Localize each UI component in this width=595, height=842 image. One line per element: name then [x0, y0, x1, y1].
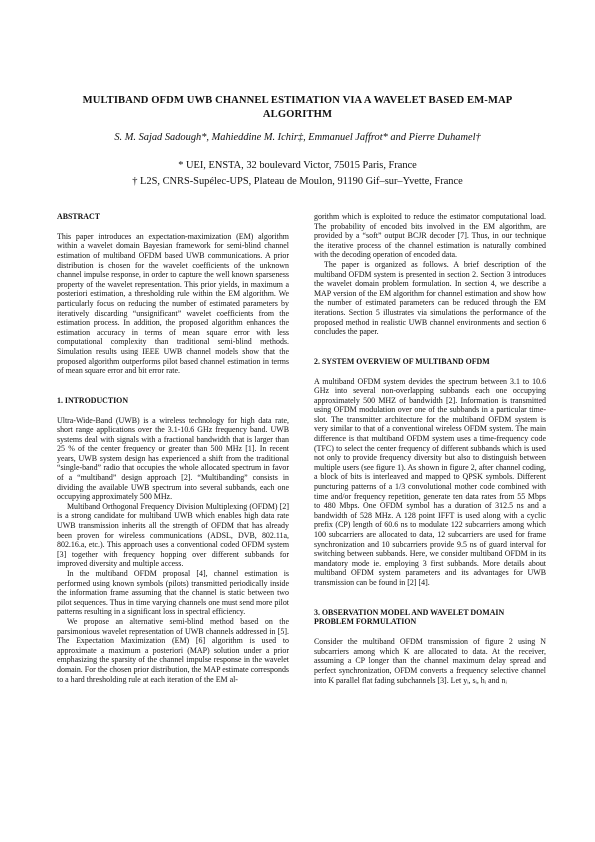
affiliation-2: † L2S, CNRS-Supélec-UPS, Plateau de Moulon, 91190 Gif–sur–Yvette, France — [132, 176, 463, 187]
paragraph: In the multiband OFDM proposal [4], channel estimation is performed using known symbols (pilots) transmitted periodically inside the information frame assuming that the channel is static between two pilot sequences. Thus in time varying channels one must send more pilot patterns resulting in a significant loss in spectral efficiency. — [57, 569, 289, 617]
paragraph: A multiband OFDM system devides the spectrum between 3.1 to 10.6 GHz into several non-overlapping subbands each one occupying approximately 500 MHZ of bandwidth [2]. Information is transmitted using OFDM modulation over one of the subbands in a particular time-slot. The transmitter architecture for the multiband OFDM system is very similar to that of a conventional wireless OFDM system. The main difference is that multiband OFDM system uses a time-frequency code (TFC) to select the center frequency of different subbands which is used not only to provide frequency diversity but also to distinguish between multiple users (see figure 1). As shown in figure 2, after channel coding, a block of bits is interleaved and mapped to QPSK symbols. Different puncturing patterns of a 1/3 convolutional mother code combined with time and/or frequency repetition, generate ten data rates from 55 Mbps to 480 Mbps. One OFDM symbol has a duration of 312.5 ns and a bandwidth of 528 MHz. A 128 point IFFT is used along with a cyclic prefix (CP) length of 60.6 ns to modulate 122 subcarriers among which 100 subcarriers are allocated to data, 12 subcarriers are used for frame synchronization and 10 subcarriers provide 9.5 ns of guard interval for switching between subbands. Here, we consider multiband OFDM in its mandatory mode ie. employing 3 first subbands. More details about multiband OFDM system parameters and its advantages for UWB transmission can be found in [2] [4]. — [314, 376, 546, 587]
section-heading-observation-model-line2: PROBLEM FORMULATION — [314, 617, 417, 627]
author-list: S. M. Sajad Sadough*, Mahieddine M. Ichir‡, Emmanuel Jaffrot* and Pierre Duhamel† — [114, 132, 481, 143]
paragraph: Multiband Orthogonal Frequency Division Multiplexing (OFDM) [2] is a strong candidate for multiband UWB which enables high data rate UWB transmission inherits all the strength of OFDM that has already been proven for wireless communications (ADSL, DVB, 802.11a, 802.16.a, etc.). This approach uses a conventional coded OFDM system [3] together with frequency hopping over different subbands for improved diversity and multiple access. — [57, 501, 289, 569]
abstract-heading: ABSTRACT — [57, 212, 100, 221]
affiliation-1: * UEI, ENSTA, 32 boulevard Victor, 75015 Paris, France — [178, 160, 417, 171]
paragraph: The paper is organized as follows. A brief description of the multiband OFDM system is presented in section 2. Section 3 introduces the wavelet domain problem formulation. In section 4, we describe a MAP version of the EM algorithm for channel estimation and show how the number of estimated parameters can be reduced through the EM iterations. Section 5 illustrates via simulations the performance of the proposed method in realistic UWB channel environments and section 6 concludes the paper. — [314, 259, 546, 337]
abstract-text: This paper introduces an expectation-maximization (EM) algorithm within a wavelet domain Bayesian framework for semi-blind channel estimation of multiband OFDM based UWB communications. A prior distribution is chosen for the wavelet coefficients of the unknown channel impulse response, in order to capture the well known sparseness property of the wavelet representation. This prior yields, in maximum a posteriori estimation, a thresholding rule within the EM algorithm. We particularly focus on reducing the number of estimated parameters by iteratively discarding “unsignificant” wavelet coefficients from the estimation process. In addition, the proposed algorithm enhances the estimation accuracy in terms of mean square error with less computational complexity than traditional semi-blind methods. Simulation results using IEEE UWB channel models show that the proposed algorithm outperforms pilot based channel estimation in terms of mean square error and bit error rate. — [57, 231, 289, 376]
paragraph: Consider the multiband OFDM transmission of figure 2 using N subcarriers among which K are allocated to data. At the receiver, assuming a CP longer than the channel maximum delay spread and perfect synchronization, OFDM converts a frequency selective channel into K parallel flat fading subchannels [3]. Let yᵢ, sᵢ, hᵢ and nᵢ — [314, 637, 546, 685]
paragraph: gorithm which is exploited to reduce the estimator computational load. The probability of encoded bits involved in the EM algorithm, are provided by a “soft” output BCJR decoder [7]. Thus, in our technique the iterative process of the channel estimation is naturally combined with the decoding operation of encoded data. — [314, 212, 546, 260]
section-heading-observation-model: 3. OBSERVATION MODEL AND WAVELET DOMAIN — [314, 607, 505, 617]
paragraph: Ultra-Wide-Band (UWB) is a wireless technology for high data rate, short range applications over the 3.1-10.6 GHz frequency band. UWB systems deal with signals with a fractional bandwidth that is larger than 25 % of the center frequency or greater than 500 MHz [1]. In recent years, UWB system design has experienced a shift from the traditional “single-band” radio that occupies the whole allocated spectrum in favor of a “multiband” design approach [2]. “Multibanding” consists in dividing the available UWB spectrum into several subbands, each one occupying approximately 500 MHz. — [57, 415, 289, 502]
left-column — [57, 212, 289, 684]
right-column — [314, 212, 546, 685]
paragraph: We propose an alternative semi-blind method based on the parsimonious wavelet representation of UWB channels addressed in [5]. The Expectation Maximization (EM) [6] algorithm is used to approximate a maximum a posteriori (MAP) solution under a prior emphasizing the sparsity of the channel impulse response in the wavelet domain. For the chosen prior distribution, the MAP estimate corresponds to a hard thresholding rule at each iteration of the EM al- — [57, 616, 289, 684]
paper-title: MULTIBAND OFDM UWB CHANNEL ESTIMATION VIA A WAVELET BASED EM-MAP ALGORITHM — [82, 95, 513, 120]
section-heading-introduction: 1. INTRODUCTION — [57, 395, 129, 405]
section-heading-system-overview: 2. SYSTEM OVERVIEW OF MULTIBAND OFDM — [314, 356, 490, 366]
